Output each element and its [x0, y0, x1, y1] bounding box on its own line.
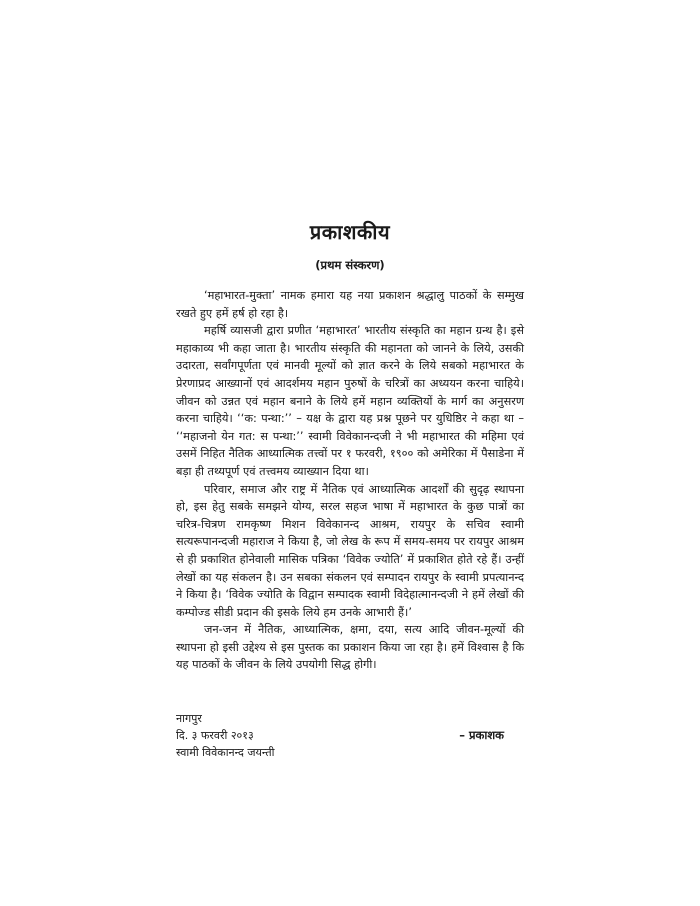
page-title: प्रकाशकीय — [309, 220, 391, 244]
preface-body — [176, 287, 524, 674]
paragraph-4: जन-जन में नैतिक, आध्यात्मिक, क्षमा, दया, सत्य आदि जीवन-मूल्यों की स्थापना हो इसी उद्देश्य से इस पुस्तक का प्रकाशन किया जा रहा है। हमें विश्वास है कि यह पाठकों के जीवन के लिये उपयोगी सिद्ध होगी। — [176, 623, 524, 672]
occasion-text: स्वामी विवेकानन्द जयन्ती — [176, 746, 275, 759]
signature-block — [176, 710, 524, 761]
publisher-signature: – प्रकाशक — [459, 728, 504, 742]
paragraph-1: ‘महाभारत-मुक्ता’ नामक हमारा यह नया प्रकाशन श्रद्धालु पाठकों के सम्मुख रखते हुए हमें हर्ष हो रहा है। — [176, 289, 524, 320]
edition-subtitle: (प्रथम संस्करण) — [315, 258, 385, 272]
date-text: दि. ३ फरवरी २०१३ — [176, 729, 254, 742]
paragraph-3: परिवार, समाज और राष्ट्र में नैतिक एवं आध्यात्मिक आदर्शों की सुदृढ़ स्थापना हो, इस हेतु सबके समझने योग्य, सरल सहज भाषा में महाभारत के कुछ पात्रों का चरित्र-चित्रण रामकृष्ण मिशन विवेकानन्द आश्रम, रायपुर के सचिव स्वामी सत्यरूपानन्दजी महाराज ने किया है, जो लेख के रूप में समय-समय पर रायपुर आश्रम से ही प्रकाशित होनेवाली मासिक पत्रिका ‘विवेक ज्योति’ में प्रकाशित होते रहे हैं। उन्हीं लेखों का यह संकलन है। उन सबका संकलन एवं सम्पादन रायपुर के स्वामी प्रपत्यानन्द ने किया है। ‘विवेक ज्योति के विद्वान सम्पादक स्वामी विदेहात्मानन्दजी ने हमें लेखों की कम्पोज्ड सीडी प्रदान की इसके लिये हम उनके आभारी हैं।’ — [176, 482, 524, 619]
paragraph-2: महर्षि व्यासजी द्वारा प्रणीत ‘महाभारत’ भारतीय संस्कृति का महान ग्रन्थ है। इसे महाकाव्य भी कहा जाता है। भारतीय संस्कृति की महानता को जानने के लिये, उसकी उदारता, सर्वांगपूर्णता एवं मानवी मूल्यों को ज्ञात करने के लिये सबको महाभारत के प्रेरणाप्रद आख्यानों एवं आदर्शमय महान पुरुषों के चरित्रों का अध्ययन करना चाहिये। जीवन को उन्नत एवं महान बनाने के लिये हमें महान व्यक्तियों के मार्ग का अनुसरण करना चाहिये। ‘‘क: पन्था:’’ – यक्ष के द्वारा यह प्रश्न पूछने पर युधिष्ठिर ने कहा था – ‘‘महाजनो येन गत: स पन्था:’’ स्वामी विवेकानन्दजी ने भी महाभारत की महिमा एवं उसमें निहित नैतिक आध्यात्मिक तत्त्वों पर १ फरवरी, १९०० को अमेरिका में पैसाडेना में बड़ा ही तथ्यपूर्ण एवं तत्त्वमय व्याख्यान दिया था। — [176, 324, 524, 478]
place-text: नागपुर — [176, 712, 202, 725]
